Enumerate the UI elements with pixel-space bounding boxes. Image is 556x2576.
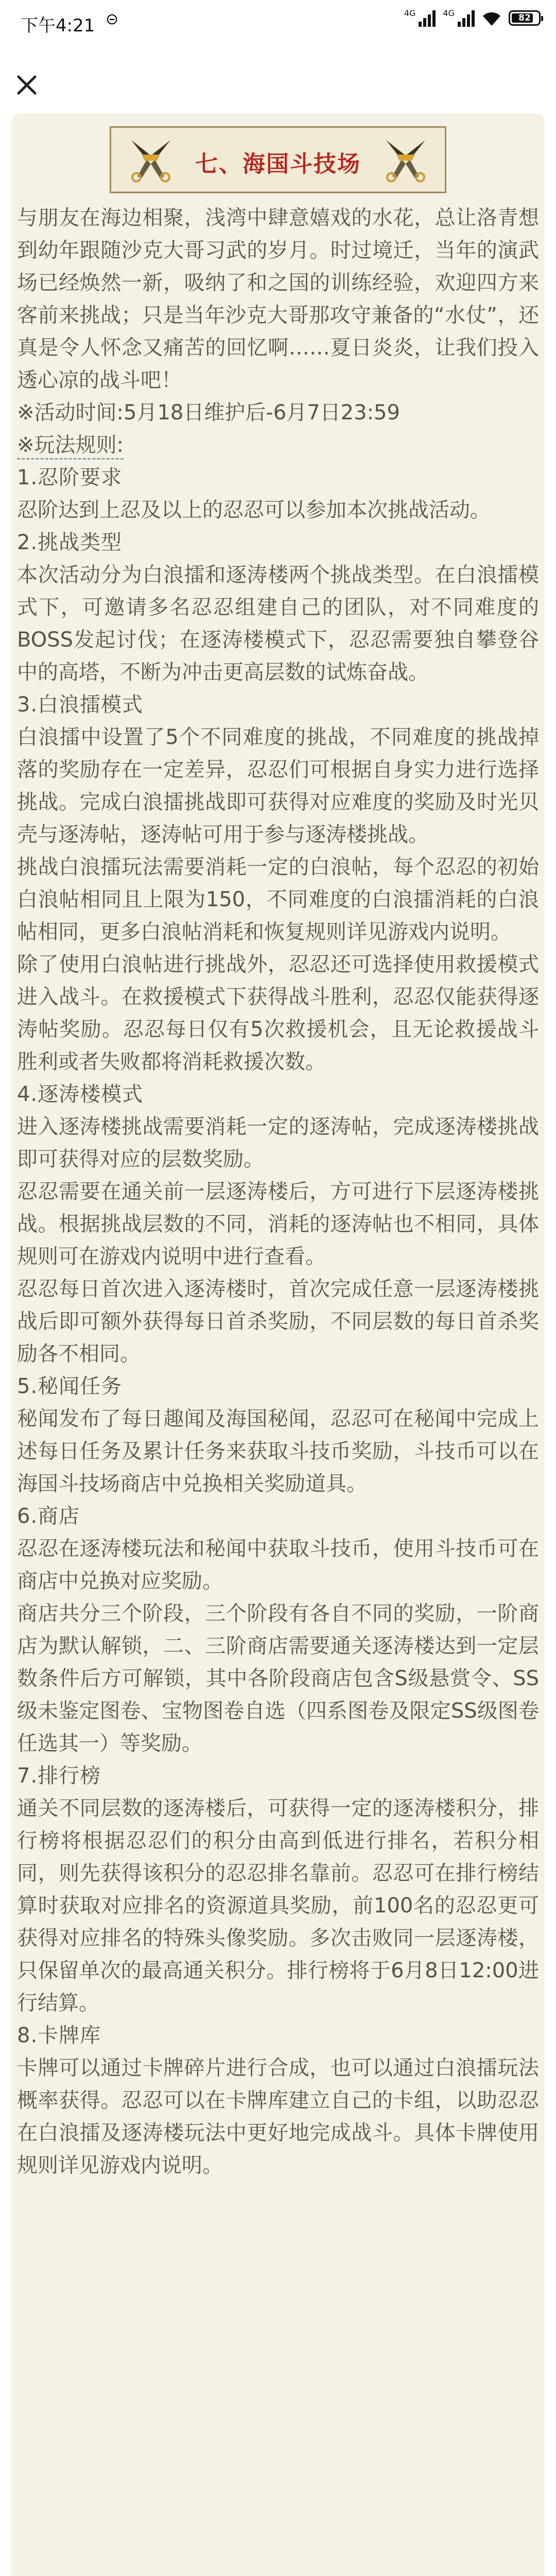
signal-icon-2 [458, 9, 475, 27]
signal-icon [419, 9, 436, 27]
body-paragraph: 商店共分三个阶段，三个阶段有各自不同的奖励，一阶商店为默认解锁，二、三阶商店需要通关逐涛楼达到一定层数条件后方可解锁，其中各阶段商店包含S级悬赏令、SS级未鉴定图卷、宝物图卷自选（四系图卷及限定SS级图卷任选其一）等奖励。 [17, 1602, 539, 1755]
body-paragraph: 忍忍在逐涛楼玩法和秘闻中获取斗技币，使用斗技币可在商店中兑换对应奖励。 [17, 1537, 539, 1593]
section-heading: 2.挑战类型 [17, 531, 123, 554]
body-paragraph: 卡牌可以通过卡牌碎片进行合成，也可以通过白浪擂玩法概率获得。忍忍可以在卡牌库建立自己的卡组，以助忍忍在白浪擂及逐涛楼玩法中更好地完成战斗。具体卡牌使用规则详见游戏内说明。 [17, 2056, 539, 2177]
section-heading: 4.逐涛楼模式 [17, 1082, 144, 1106]
section-heading: 1.忍阶要求 [17, 466, 123, 489]
status-right [404, 9, 541, 27]
battery-level: 82 [518, 13, 531, 23]
section-heading: 5.秘闻任务 [17, 1375, 123, 1398]
section-heading: 6.商店 [17, 1504, 80, 1528]
body-paragraph: 本次活动分为白浪擂和逐涛楼两个挑战类型。在白浪擂模式下，可邀请多名忍忍组建自己的团队，对不同难度的BOSS发起讨伐；在逐涛楼模式下，忍忍需要独自攀登谷中的高塔，不断为冲击更高层数的试炼奋战。 [17, 563, 539, 684]
status-bar [0, 0, 556, 41]
network-type-1: 4G [404, 8, 416, 18]
rules-label-text: ※玩法规则: [17, 432, 124, 460]
kunai-cross-icon-right [381, 135, 430, 184]
body-paragraph: 白浪擂中设置了5个不同难度的挑战，不同难度的挑战掉落的奖励存在一定差异，忍忍们可根据自身实力进行选择挑战。完成白浪擂挑战即可获得对应难度的奖励及时光贝壳与逐涛帖，逐涛帖可用于参与逐涛楼挑战。 [17, 725, 539, 846]
body-paragraph: 挑战白浪擂玩法需要消耗一定的白浪帖，每个忍忍的初始白浪帖相同且上限为150，不同难度的白浪擂消耗的白浪帖相同，更多白浪帖消耗和恢复规则详见游戏内说明。 [17, 855, 539, 944]
battery-icon [509, 10, 541, 26]
kunai-cross-icon [126, 135, 176, 184]
body-paragraph: 与朋友在海边相聚，浅湾中肆意嬉戏的水花，总让洛青想到幼年跟随沙克大哥习武的岁月。时过境迁，当年的演武场已经焕然一新，吸纳了和之国的训练经验，欢迎四方来客前来挑战；只是当年沙克大哥那攻守兼备的“水仗”，还真是令人怀念又痛苦的回忆啊……夏日炎炎，让我们投入透心凉的战斗吧！ [17, 206, 539, 392]
body-paragraph: 通关不同层数的逐涛楼后，可获得一定的逐涛楼积分，排行榜将根据忍忍们的积分由高到低进行排名，若积分相同，则先获得该积分的忍忍排名靠前。忍忍可在排行榜结算时获取对应排名的资源道具奖励，前100名的忍忍更可获得对应排名的特殊头像奖励。多次击败同一层逐涛楼，只保留单次的最高通关积分。排行榜将于6月8日12:00进行结算。 [17, 1797, 539, 2015]
close-icon[interactable] [11, 70, 42, 100]
body-paragraph: 进入逐涛楼挑战需要消耗一定的逐涛帖，完成逐涛楼挑战即可获得对应的层数奖励。 [17, 1115, 539, 1171]
rules-content [17, 202, 539, 2182]
body-paragraph: 秘闻发布了每日趣闻及海国秘闻，忍忍可在秘闻中完成上述每日任务及累计任务来获取斗技币奖励，斗技币可以在海国斗技场商店中兑换相关奖励道具。 [17, 1407, 539, 1496]
status-time: 下午4:21 [21, 15, 95, 36]
body-paragraph: 除了使用白浪帖进行挑战外，忍忍还可选择使用救援模式进入战斗。在救援模式下获得战斗胜利，忍忍仅能获得逐涛帖奖励。忍忍每日仅有5次救援机会，且无论救援战斗胜利或者失败都将消耗救援次数。 [17, 953, 539, 1074]
section-title: 七、海国斗技场 [195, 151, 361, 177]
network-type-2: 4G [443, 8, 455, 18]
body-paragraph: 忍忍需要在通关前一层逐涛楼后，方可进行下层逐涛楼挑战。根据挑战层数的不同，消耗的逐涛帖也不相同，具体规则可在游戏内说明中进行查看。 [17, 1180, 539, 1268]
wifi-icon [482, 9, 501, 27]
rules-label [17, 429, 539, 462]
nav-bar [0, 41, 556, 98]
mute-icon: ⊝ [106, 10, 119, 28]
body-paragraph: 忍阶达到上忍及以上的忍忍可以参加本次挑战活动。 [17, 498, 491, 522]
body-paragraph: ※活动时间:5月18日维护后-6月7日23:59 [17, 401, 400, 425]
section-heading: 7.排行榜 [17, 1764, 101, 1788]
section-heading: 3.白浪擂模式 [17, 693, 144, 717]
body-paragraph: 忍忍每日首次进入逐涛楼时，首次完成任意一层逐涛楼挑战后即可额外获得每日首杀奖励，不同层数的每日首杀奖励各不相同。 [17, 1277, 539, 1366]
section-heading: 8.卡牌库 [17, 2024, 101, 2047]
